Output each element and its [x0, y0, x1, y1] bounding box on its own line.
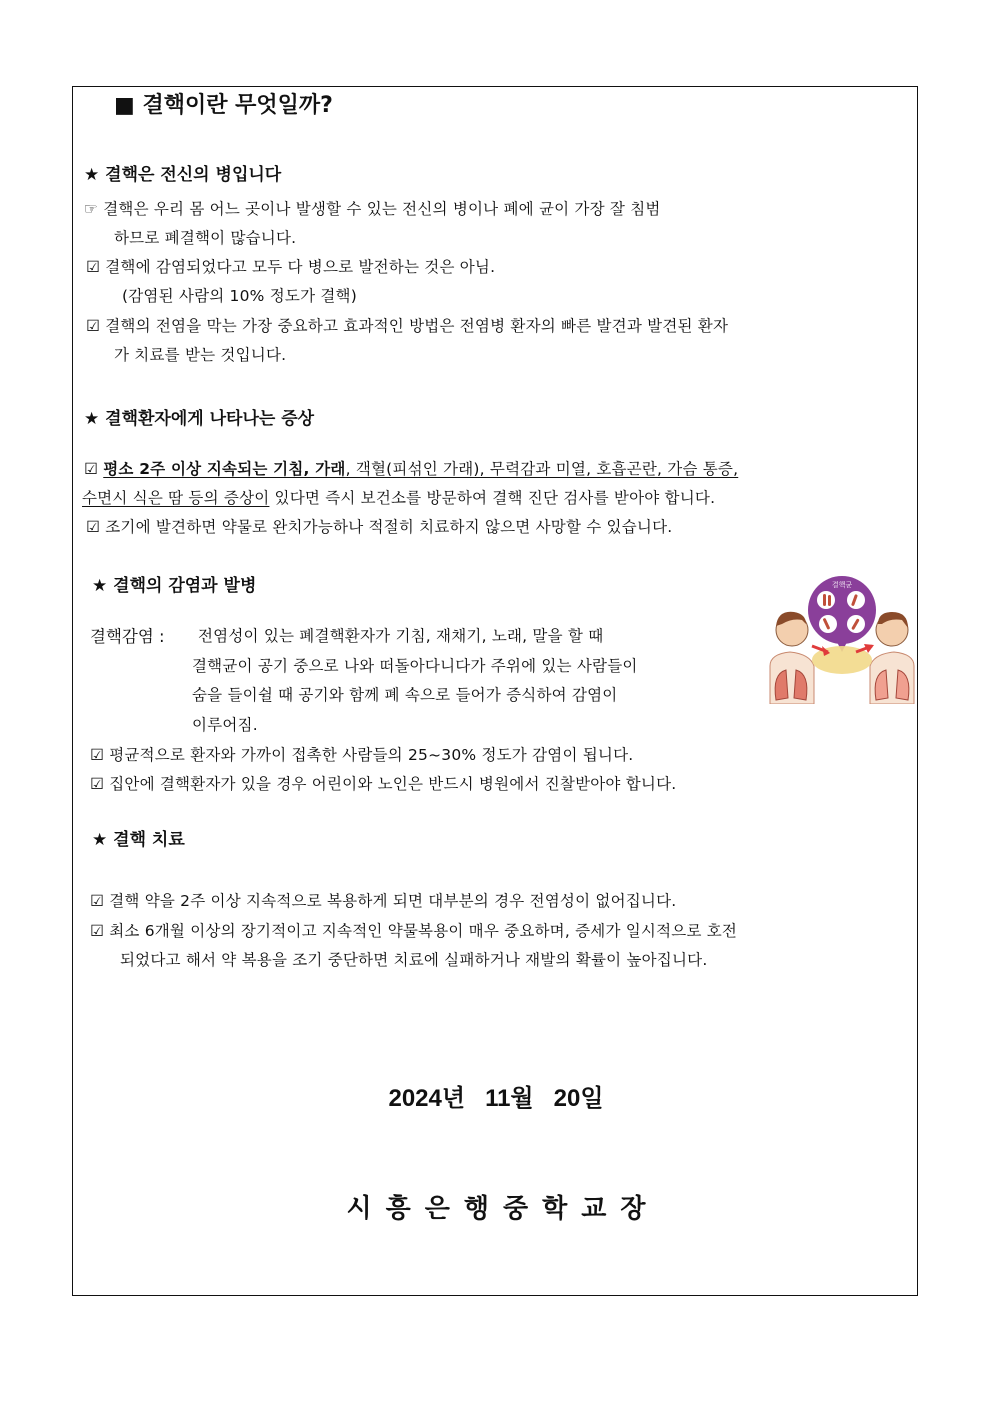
- para-whole-body-3a: ☑ 결핵의 전염을 막는 가장 중요하고 효과적인 방법은 전염병 환자의 빠른 발견과 발견된 환자: [86, 317, 729, 335]
- para-whole-body-2a: ☑ 결핵에 감염되었다고 모두 다 병으로 발전하는 것은 아님.: [86, 258, 496, 276]
- bubble-label: 결핵균: [831, 581, 853, 589]
- symptoms-early-detection: ☑ 조기에 발견하면 약물로 완치가능하나 적절히 치료하지 않으면 사망할 수 있습니다.: [86, 518, 673, 536]
- symptoms-advice: 있다면 즉시 보건소를 방문하여 결핵 진단 검사를 받아야 합니다.: [269, 489, 716, 507]
- infection-label: 결핵감염 :: [90, 627, 165, 646]
- para-whole-body-2b: (감염된 사람의 10% 정도가 결핵): [122, 287, 357, 305]
- symptoms-line-2: [82, 486, 715, 508]
- principal-signature: 시흥은행중학교장: [346, 1194, 660, 1224]
- section-title-symptoms: ★ 결핵환자에게 나타나는 증상: [84, 409, 315, 429]
- para-whole-body-3b: 가 치료를 받는 것입니다.: [114, 346, 287, 364]
- symptoms-night-sweat: 수면시 식은 땀 등의 증상이: [82, 489, 270, 507]
- section-title-treatment: ★ 결핵 치료: [92, 830, 185, 850]
- checkbox-icon: ☑: [84, 460, 99, 478]
- infection-rate: ☑ 평균적으로 환자와 가까이 접촉한 사람들의 25~30% 정도가 감염이 됩니다.: [90, 746, 634, 764]
- treatment-line-2a: ☑ 최소 6개월 이상의 장기적이고 지속적인 약물복용이 매우 중요하며, 증세가 일시적으로 호전: [90, 922, 738, 940]
- infection-family: ☑ 집안에 결핵환자가 있을 경우 어린이와 노인은 반드시 병원에서 진찰받아야 합니다.: [90, 775, 677, 793]
- symptoms-line-1: [84, 457, 738, 479]
- symptoms-rest: , 객혈(피섞인 가래), 무력감과 미열, 호흡곤란, 가슴 통증,: [345, 460, 739, 478]
- treatment-line-1: ☑ 결핵 약을 2주 이상 지속적으로 복용하게 되면 대부분의 경우 전염성이 없어집니다.: [90, 892, 677, 910]
- para-whole-body-1a: ☞ 결핵은 우리 몸 어느 곳이나 발생할 수 있는 전신의 병이나 폐에 균이 가장 잘 침범: [84, 200, 661, 218]
- section-title-whole-body: ★ 결핵은 전신의 병입니다: [84, 165, 282, 185]
- page-title: ■ 결핵이란 무엇일까?: [114, 93, 333, 118]
- infection-line-4: 이루어짐.: [192, 716, 258, 734]
- issue-date: 2024년 11월 20일: [388, 1085, 604, 1112]
- section-title-infection: ★ 결핵의 감염과 발병: [92, 576, 257, 596]
- infection-line-3: 숨을 들이쉴 때 공기와 함께 폐 속으로 들어가 증식하여 감염이: [192, 686, 618, 704]
- infection-line-2: 결핵균이 공기 중으로 나와 떠돌아다니다가 주위에 있는 사람들이: [192, 657, 638, 675]
- infection-line-1: 전염성이 있는 폐결핵환자가 기침, 재채기, 노래, 말을 할 때: [198, 627, 604, 645]
- infection-illustration: [766, 574, 918, 704]
- para-whole-body-1b: 하므로 폐결핵이 많습니다.: [114, 229, 297, 247]
- symptoms-bold: 평소 2주 이상 지속되는 기침, 가래: [103, 460, 346, 478]
- treatment-line-2b: 되었다고 해서 약 복용을 조기 중단하면 치료에 실패하거나 재발의 확률이 높아집니다.: [120, 951, 708, 969]
